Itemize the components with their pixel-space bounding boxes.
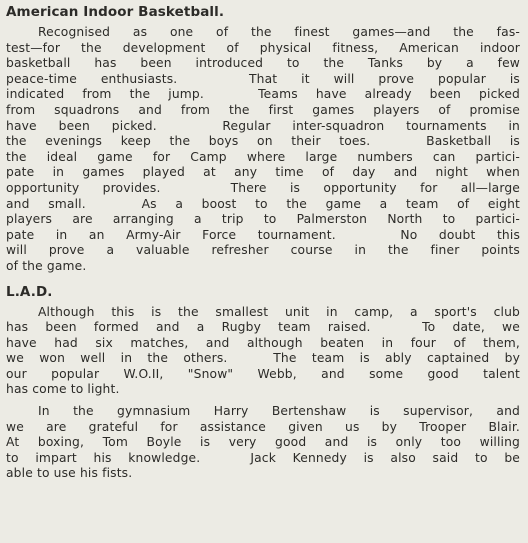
text-line: and small. As a boost to the game a team of eight bbox=[6, 196, 520, 211]
paragraph-lad-gymnasium bbox=[6, 404, 528, 482]
text-line: the evenings keep the boys on their toes. Basketball is bbox=[6, 134, 520, 149]
text-line: At boxing, Tom Boyle is very good and is only too willing bbox=[6, 435, 520, 450]
text-line: indicated from the jump. Teams have already been picked bbox=[6, 87, 520, 102]
text-line: Recognised as one of the finest games—and the fas- bbox=[38, 25, 520, 39]
section-heading-basketball: American Indoor Basketball. bbox=[6, 4, 225, 20]
text-line: the ideal game for Camp where large numbers can partici- bbox=[6, 149, 520, 164]
text-line: of the game. bbox=[6, 258, 87, 273]
text-line: has come to light. bbox=[6, 382, 120, 397]
text-line: we won well in the others. The team is ably captained by bbox=[6, 351, 520, 366]
section-heading-lad: L.A.D. bbox=[6, 283, 53, 300]
text-line: pate in games played at any time of day and night when bbox=[6, 165, 520, 180]
text-line: test—for the development of physical fitness, American indoor bbox=[6, 40, 520, 55]
text-line: pate in an Army-Air Force tournament. No doubt this bbox=[6, 227, 520, 242]
text-line: opportunity provides. There is opportunity for all—large bbox=[6, 180, 520, 195]
text-line: to impart his knowledge. Jack Kennedy is also said to be bbox=[6, 450, 520, 465]
text-line: peace-time enthusiasts. That it will prove popular is bbox=[6, 71, 520, 86]
section-gap bbox=[6, 275, 528, 283]
text-line: basketball has been introduced to the Tanks by a few bbox=[6, 56, 520, 71]
text-line: has been formed and a Rugby team raised. To date, we bbox=[6, 320, 520, 335]
text-line: our popular W.O.II, "Snow" Webb, and some good talent bbox=[6, 366, 520, 381]
paragraph-basketball bbox=[6, 25, 528, 275]
paragraph-lad-rugby bbox=[6, 305, 528, 399]
text-line: players are arranging a trip to Palmerston North to partici- bbox=[6, 212, 520, 227]
text-line: able to use his fists. bbox=[6, 466, 133, 481]
text-line: will prove a valuable refresher course in the finer points bbox=[6, 243, 520, 258]
text-line: Although this is the smallest unit in camp, a sport's club bbox=[38, 304, 520, 319]
text-line: we are grateful for assistance given us by Trooper Blair. bbox=[6, 419, 520, 434]
text-line: have been picked. Regular inter-squadron tournaments in bbox=[6, 118, 520, 133]
text-line: have had six matches, and although beaten in four of them, bbox=[6, 335, 520, 350]
text-line: In the gymnasium Harry Bertenshaw is supervisor, and bbox=[38, 404, 520, 419]
text-line: from squadrons and from the first games players of promise bbox=[6, 102, 520, 117]
